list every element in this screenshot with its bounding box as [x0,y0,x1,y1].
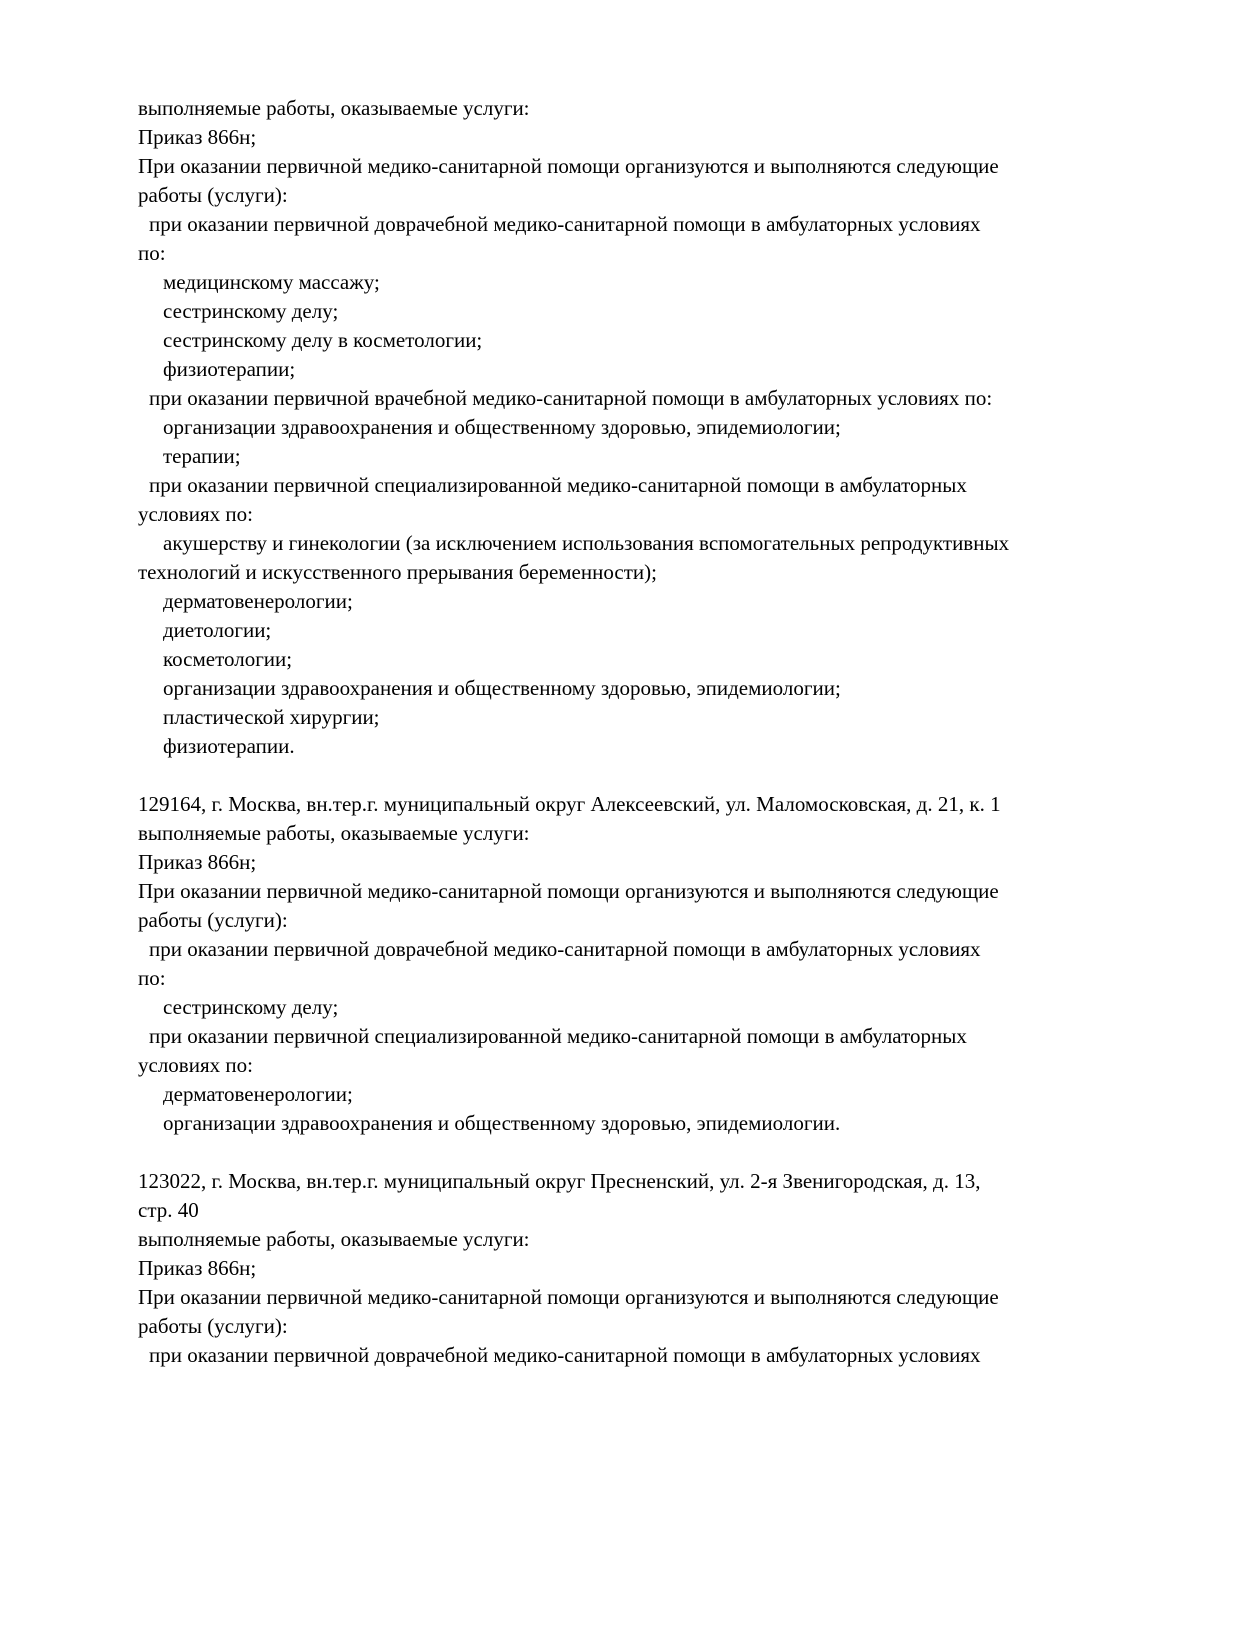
address-line: стр. 40 [138,1198,199,1222]
text-line: условиях по: [138,502,253,526]
text-line: работы (услуги): [138,1314,288,1338]
text-line: медицинскому массажу; [163,270,380,294]
text-line: при оказании первичной врачебной медико-санитарной помощи в амбулаторных условиях по: [149,386,993,410]
text-line: организации здравоохранения и общественному здоровью, эпидемиологии; [163,676,841,700]
text-line: физиотерапии; [163,357,296,381]
text-line: при оказании первичной доврачебной медико-санитарной помощи в амбулаторных условиях [149,937,981,961]
text-line: дерматовенерологии; [163,589,353,613]
license-section [138,94,1140,761]
text-line: технологий и искусственного прерывания беременности); [138,560,657,584]
text-line: При оказании первичной медико-санитарной помощи организуются и выполняются следующие [138,879,999,903]
text-line: по: [138,966,166,990]
text-line: при оказании первичной доврачебной медико-санитарной помощи в амбулаторных условиях [149,212,981,236]
text-line: акушерству и гинекологии (за исключением использования вспомогательных репродуктивных [163,531,1010,555]
text-line: сестринскому делу; [163,995,339,1019]
text-line: дерматовенерологии; [163,1082,353,1106]
text-line: При оказании первичной медико-санитарной помощи организуются и выполняются следующие [138,1285,999,1309]
text-line: организации здравоохранения и общественному здоровью, эпидемиологии; [163,415,841,439]
license-section [138,790,1140,1138]
text-line: сестринскому делу; [163,299,339,323]
text-line: Приказ 866н; [138,125,257,149]
text-line: работы (услуги): [138,183,288,207]
address-line: 123022, г. Москва, вн.тер.г. муниципальный округ Пресненский, ул. 2-я Звенигородская, д. 13, [138,1169,981,1193]
text-line: при оказании первичной специализированной медико-санитарной помощи в амбулаторных [149,473,967,497]
text-line: условиях по: [138,1053,253,1077]
text-line: терапии; [163,444,241,468]
text-line: организации здравоохранения и общественному здоровью, эпидемиологии. [163,1111,841,1135]
text-line: выполняемые работы, оказываемые услуги: [138,1227,530,1251]
text-line: работы (услуги): [138,908,288,932]
text-line: выполняемые работы, оказываемые услуги: [138,96,530,120]
text-line: при оказании первичной доврачебной медико-санитарной помощи в амбулаторных условиях [149,1343,981,1367]
text-line: выполняемые работы, оказываемые услуги: [138,821,530,845]
text-line: При оказании первичной медико-санитарной помощи организуются и выполняются следующие [138,154,999,178]
text-line: диетологии; [163,618,272,642]
text-line: косметологии; [163,647,293,671]
text-line: при оказании первичной специализированной медико-санитарной помощи в амбулаторных [149,1024,967,1048]
license-section [138,1167,1140,1370]
text-line: сестринскому делу в косметологии; [163,328,483,352]
address-line: 129164, г. Москва, вн.тер.г. муниципальный округ Алексеевский, ул. Маломосковская, д. 21, к. 1 [138,792,1001,816]
text-line: по: [138,241,166,265]
text-line: пластической хирургии; [163,705,380,729]
text-line: Приказ 866н; [138,1256,257,1280]
text-line: Приказ 866н; [138,850,257,874]
text-line: физиотерапии. [163,734,295,758]
